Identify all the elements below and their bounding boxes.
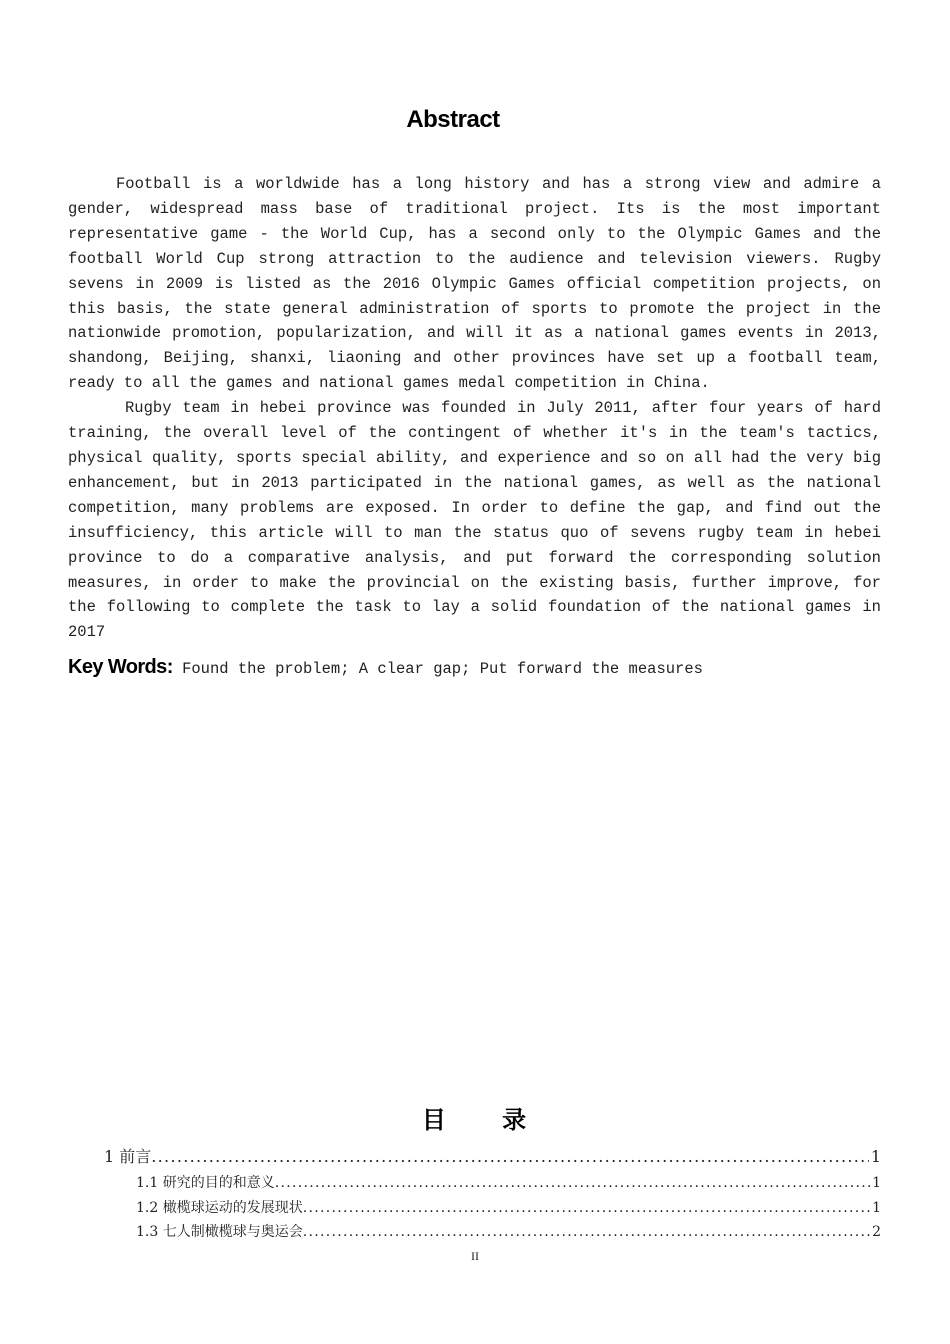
toc-entry-page: 2 (872, 1224, 881, 1240)
keywords-label: Key Words: (68, 656, 173, 678)
abstract-paragraph-2: Rugby team in hebei province was founded in July 2011, after four years of hard training, the overall level of the contingent of whether it's in the team's tactics, physical quality, sports special ability, and experience and so on all had the very big enhancement, but in 2013 participated in the national games, as well as the national competition, many problems are exposed. In order to define the gap, and find out the insufficiency, this article will to man the status quo of sevens rugby team in hebei province to do a comparative analysis, and put forward the corresponding solution measures, in order to make the provincial on the existing basis, further improve, for the following to complete the task to lay a solid foundation of the national games in 2017 (68, 399, 881, 642)
toc-leader-dots (303, 1200, 870, 1216)
abstract-body (68, 172, 881, 645)
toc-entry-page: 1 (870, 1147, 881, 1166)
abstract-title: Abstract (406, 106, 500, 133)
toc-entry[interactable] (136, 1221, 881, 1241)
toc-entry[interactable] (104, 1144, 881, 1167)
page-number: II (471, 1249, 479, 1263)
toc-leader-dots (151, 1147, 869, 1166)
toc-entry[interactable] (136, 1172, 881, 1192)
toc-entry[interactable] (136, 1197, 881, 1217)
toc-entry-label: 1 前言 (104, 1147, 152, 1166)
toc-entry-page: 1 (872, 1200, 881, 1216)
toc-leader-dots (275, 1175, 870, 1191)
toc-leader-dots (303, 1224, 870, 1240)
toc-entry-page: 1 (872, 1175, 881, 1191)
toc-title: 目 录 (421, 1106, 551, 1134)
abstract-paragraph-1: Football is a worldwide has a long history and has a strong view and admire a gender, widespread mass base of traditional project. Its is the most important representative game - the World Cup, has a second only to the Olympic Games and the football World Cup strong attraction to the audience and television viewers. Rugby sevens in 2009 is listed as the 2016 Olympic Games official competition projects, on this basis, the state general administration of sports to promote the project in the nationwide promotion, popularization, and will it as a national games events in 2013, shandong, Beijing, shanxi, liaoning and other provinces have set up a football team, ready to all the games and national games medal competition in China. (68, 175, 881, 393)
keywords-value: Found the problem; A clear gap; Put forward the measures (172, 660, 703, 678)
toc-entry-label: 1.1 研究的目的和意义 (136, 1175, 275, 1191)
toc-entry-label: 1.3 七人制橄榄球与奥运会 (136, 1224, 303, 1240)
keywords-line (68, 656, 881, 679)
toc-entry-label: 1.2 橄榄球运动的发展现状 (136, 1200, 303, 1216)
